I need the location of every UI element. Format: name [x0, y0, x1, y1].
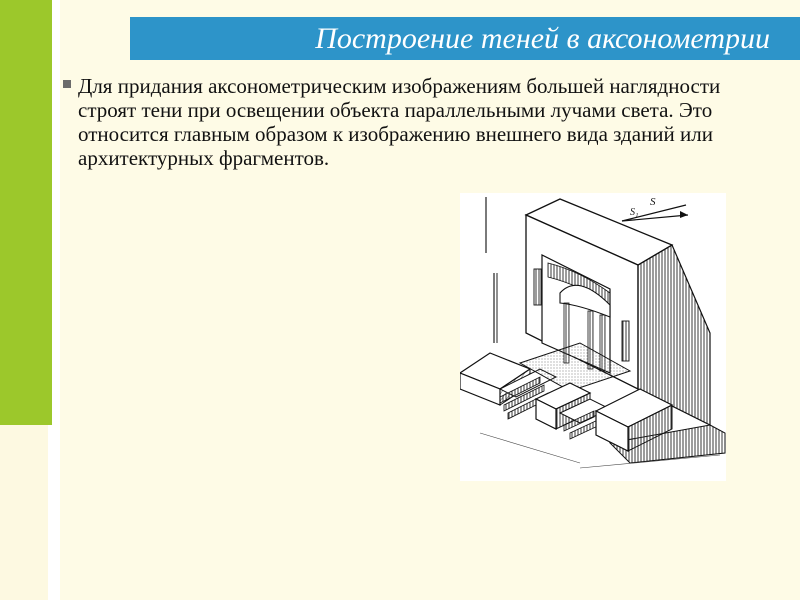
slide-title: Построение теней в аксонометрии	[315, 22, 770, 55]
flag-pole	[486, 197, 497, 343]
bullet-text: Для придания аксонометрическим изображениям большей наглядности строят тени при освещении объекта параллельными лучами света. Это относится главным образом к изображению внешнего вида зданий или архитектурных фрагментов.	[78, 74, 721, 170]
building-drawing	[460, 193, 726, 481]
light-direction-arrow	[622, 196, 688, 221]
green-accent-bar	[0, 0, 52, 425]
window-right	[622, 321, 629, 361]
square-bullet-icon	[63, 80, 71, 88]
light-ray-label: S	[650, 196, 656, 208]
window-left	[534, 269, 541, 305]
axonometric-shadow-figure	[460, 193, 726, 481]
light-ray-projection-label: S₁	[630, 207, 639, 218]
title-bar	[130, 17, 800, 60]
bullet-item	[60, 74, 780, 170]
